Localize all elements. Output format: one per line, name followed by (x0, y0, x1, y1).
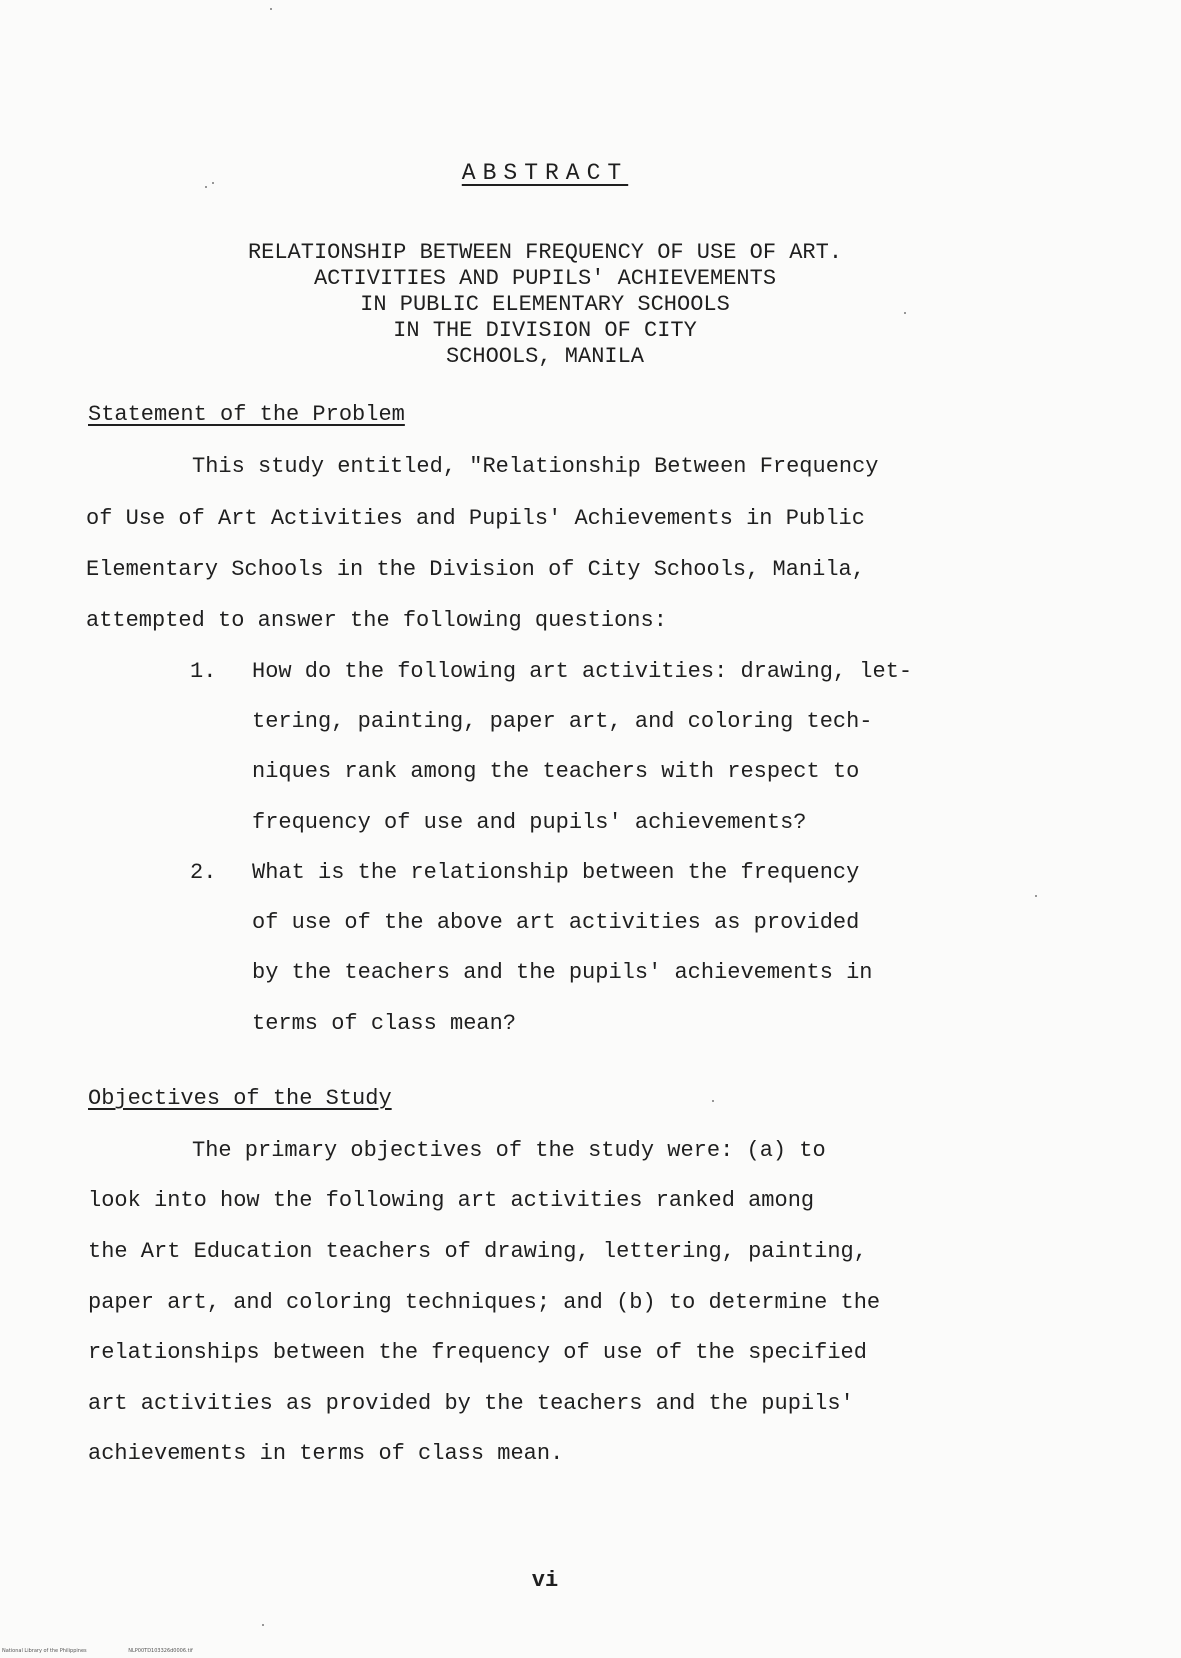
question-line: terms of class mean? (252, 1011, 517, 1036)
objectives-text-line: look into how the following art activities ranked among (88, 1188, 815, 1213)
problem-text-line: This study entitled, "Relationship Between Frequency (192, 454, 879, 479)
objectives-heading: Objectives of the Study (88, 1086, 392, 1111)
problem-text-line: attempted to answer the following questions: (86, 608, 667, 633)
question-number: 1. (190, 659, 217, 684)
title-line: ACTIVITIES AND PUPILS' ACHIEVEMENTS (313, 266, 777, 291)
objectives-text-line: art activities as provided by the teachers and the pupils' (88, 1391, 854, 1416)
scan-speck (712, 1100, 714, 1102)
scan-speck (205, 186, 207, 188)
scan-speck (1035, 895, 1037, 897)
abstract-heading: ABSTRACT (461, 160, 629, 186)
question-line: by the teachers and the pupils' achievements in (252, 960, 873, 985)
problem-heading: Statement of the Problem (88, 402, 405, 427)
question-number: 2. (190, 860, 217, 885)
scan-speck (262, 1624, 264, 1626)
objectives-text-line: achievements in terms of class mean. (88, 1441, 564, 1466)
question-line: What is the relationship between the frequency (252, 860, 860, 885)
question-line: tering, painting, paper art, and coloring tech- (252, 709, 873, 734)
scan-speck (904, 312, 906, 314)
objectives-text-line: the Art Education teachers of drawing, lettering, painting, (88, 1239, 867, 1264)
question-line: frequency of use and pupils' achievements? (252, 810, 807, 835)
title-line: RELATIONSHIP BETWEEN FREQUENCY OF USE OF ART. (247, 240, 843, 265)
page-number: vi (531, 1568, 559, 1593)
scan-footer (2, 1648, 233, 1654)
question-line: How do the following art activities: drawing, let- (252, 659, 913, 684)
thesis-title (0, 240, 1090, 370)
title-line: IN THE DIVISION OF CITY (393, 318, 697, 343)
objectives-text-line: The primary objectives of the study were: (a) to (192, 1138, 826, 1163)
title-line: IN PUBLIC ELEMENTARY SCHOOLS (360, 292, 730, 317)
title-line: SCHOOLS, MANILA (445, 344, 645, 369)
scan-speck (212, 182, 214, 184)
problem-text-line: Elementary Schools in the Division of City Schools, Manila, (86, 557, 865, 582)
objectives-text-line: paper art, and coloring techniques; and (b) to determine the (88, 1290, 881, 1315)
objectives-text-line: relationships between the frequency of use of the specified (88, 1340, 867, 1365)
question-line: of use of the above art activities as provided (252, 910, 860, 935)
file-id: NLP00TD103326d0006.tif (128, 1648, 193, 1654)
library-credit: National Library of the Philippines (2, 1648, 87, 1654)
problem-text-line: of Use of Art Activities and Pupils' Achievements in Public (86, 506, 865, 531)
scan-speck (270, 8, 272, 10)
question-line: niques rank among the teachers with respect to (252, 759, 860, 784)
